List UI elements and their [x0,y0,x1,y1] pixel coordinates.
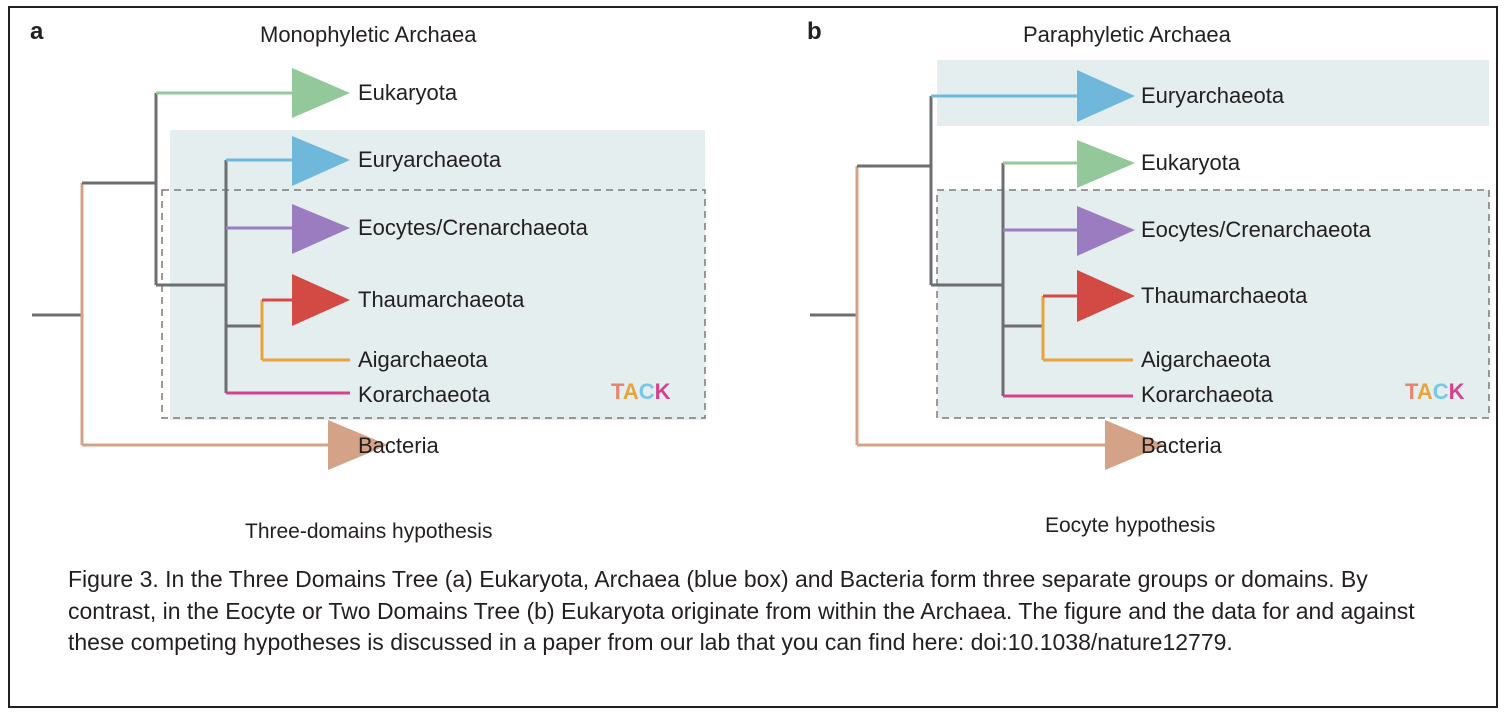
tack-letter-a-b: A [1416,379,1433,404]
tip-label-euryarchaeota-a: Euryarchaeota [358,147,502,172]
tip-label-korarchaeota-b: Korarchaeota [1141,382,1274,407]
tip-label-eukaryota-b: Eukaryota [1141,150,1241,175]
figure-frame [8,6,1498,708]
clade-triangle-eukaryota-b [1077,140,1135,188]
tack-letter-c-a: C [638,379,655,404]
panel-b-letter: b [807,18,822,45]
tack-label-a [611,379,670,405]
tip-label-thaumarchaeota-b: Thaumarchaeota [1141,283,1308,308]
panel-a-caption: Three-domains hypothesis [245,520,493,543]
panel-b-caption: Eocyte hypothesis [1045,514,1216,537]
tack-label-b [1405,379,1464,405]
clade-triangle-eukaryota-a [292,68,350,118]
tip-label-thaumarchaeota-a: Thaumarchaeota [358,287,525,312]
tip-label-eocytes-a: Eocytes/Crenarchaeota [358,215,588,240]
tack-letter-t-a: T [611,379,623,404]
tack-letter-c-b: C [1432,379,1449,404]
tip-label-eocytes-b: Eocytes/Crenarchaeota [1141,217,1371,242]
tip-label-aigarchaeota-a: Aigarchaeota [358,347,488,372]
panel-a-title: Monophyletic Archaea [260,22,477,47]
tack-letter-k-b: K [1448,379,1465,404]
archaea-highlight-box-a [170,130,705,420]
panel-a [10,8,755,563]
tip-label-bacteria-a: Bacteria [358,433,439,458]
tree-diagram-b [755,8,1500,508]
tip-label-aigarchaeota-b: Aigarchaeota [1141,347,1271,372]
panel-a-letter: a [30,18,44,45]
tack-letter-a-a: A [622,379,639,404]
tack-letter-k-a: K [654,379,671,404]
tip-label-korarchaeota-a: Korarchaeota [358,382,491,407]
tip-label-bacteria-b: Bacteria [1141,433,1222,458]
tack-letter-t-b: T [1405,379,1417,404]
panel-b [755,8,1500,563]
tip-label-euryarchaeota-b: Euryarchaeota [1141,83,1285,108]
figure-caption: Figure 3. In the Three Domains Tree (a) Eukaryota, Archaea (blue box) and Bacteria form three separate groups or domains. By contrast, in the Eocyte or Two Domains Tree (b) Eukaryota originate from within the Archaea. The figure and the data for and against these competing hypotheses is discussed in a paper from our lab that you can find here: doi:10.1038/nature12779. [68,566,1415,656]
tip-label-eukaryota-a: Eukaryota [358,80,458,105]
panel-b-title: Paraphyletic Archaea [1023,22,1231,47]
